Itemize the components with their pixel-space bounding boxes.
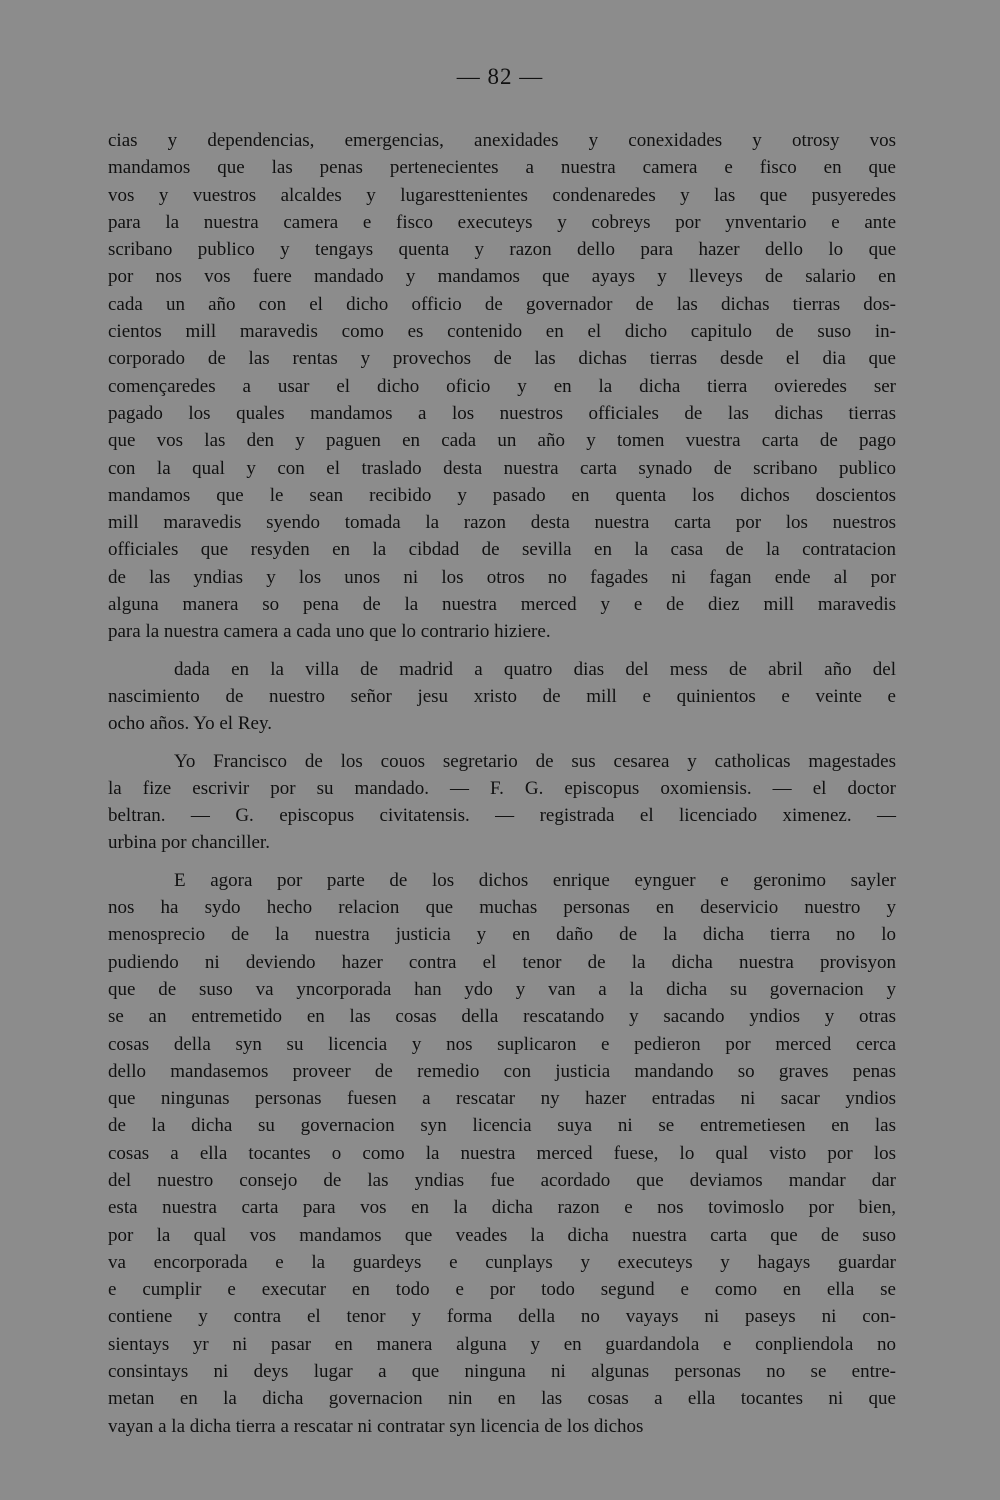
text-line: de las yndias y los unos ni los otros no fagades ni fagan ende al por [108,566,896,588]
text-line: nascimiento de nuestro señor jesu xristo de mill e quinientos e veinte e [108,685,896,707]
text-line: mandamos que le sean recibido y pasado en quenta los dichos doscientos [108,484,896,506]
text-line: la fize escrivir por su mandado. — F. G. episcopus oxomiensis. — el doctor [108,777,896,799]
text-line: començaredes a usar el dicho oficio y en la dicha tierra ovieredes ser [108,375,896,397]
text-line: sientays yr ni pasar en manera alguna y en guardandola e conpliendola no [108,1333,896,1355]
text-line: nos ha sydo hecho relacion que muchas personas en deservicio nuestro y [108,897,896,919]
paragraph [108,867,896,1440]
text-line: para la nuestra camera e fisco executeys y cobreys por ynventario e ante [108,211,896,233]
paragraph-gap [108,857,896,867]
text-line: beltran. — G. episcopus civitatensis. — registrada el licenciado ximenez. — [108,805,896,827]
text-line: metan en la dicha governacion nin en las cosas a ella tocantes ni que [108,1388,896,1410]
text-line: E agora por parte de los dichos enrique eynguer e geronimo sayler [174,869,896,891]
text-line: urbina por chanciller. [108,832,270,854]
text-line: ocho años. Yo el Rey. [108,713,272,735]
text-line: consintays ni deys lugar a que ninguna ni algunas personas no se entre- [108,1361,896,1383]
text-line: scribano publico y tengays quenta y razon dello para hazer dello lo que [108,239,896,261]
text-line: mandamos que las penas pertenecientes a nuestra camera e fisco en que [108,157,896,179]
text-line: corporado de las rentas y provechos de las dichas tierras desde el dia que [108,348,896,370]
text-line: con la qual y con el traslado desta nuestra carta synado de scribano publico [108,457,896,479]
paragraph [108,127,896,646]
text-line: vayan a la dicha tierra a rescatar ni contratar syn licencia de los dichos [108,1415,644,1437]
text-line: que ningunas personas fuesen a rescatar ny hazer entradas ni sacar yndios [108,1088,896,1110]
text-line: mill maravedis syendo tomada la razon desta nuestra carta por los nuestros [108,512,896,534]
text-line: para la nuestra camera a cada uno que lo contrario hiziere. [108,621,551,643]
text-line: vos y vuestros alcaldes y lugaresttenientes condenaredes y las que pusyeredes [108,184,896,206]
text-line: officiales que resyden en la cibdad de sevilla en la casa de la contratacion [108,539,896,561]
text-line: esta nuestra carta para vos en la dicha razon e nos tovimoslo por bien, [108,1197,896,1219]
text-line: por nos vos fuere mandado y mandamos que ayays y lleveys de salario en [108,266,896,288]
text-line: pagado los quales mandamos a los nuestros officiales de las dichas tierras [108,402,896,424]
text-line: pudiendo ni deviendo hazer contra el tenor de la dicha nuestra provisyon [108,951,896,973]
text-line: que de suso va yncorporada han ydo y van a la dicha su governacion y [108,978,896,1000]
text-line: dello mandasemos proveer de remedio con justicia mandando so graves penas [108,1060,896,1082]
paragraph [108,748,896,857]
text-line: se an entremetido en las cosas della rescatando y sacando yndios y otras [108,1006,896,1028]
text-line: cosas della syn su licencia y nos suplicaron e pedieron por merced cerca [108,1033,896,1055]
text-line: de la dicha su governacion syn licencia suya ni se entremetiesen en las [108,1115,896,1137]
paragraph-gap [108,738,896,748]
text-line: Yo Francisco de los couos segretario de sus cesarea y catholicas magestades [174,750,896,772]
text-line: por la qual vos mandamos que veades la dicha nuestra carta que de suso [108,1224,896,1246]
text-line: e cumplir e executar en todo e por todo segund e como en ella se [108,1279,896,1301]
text-line: dada en la villa de madrid a quatro dias del mess de abril año del [174,658,896,680]
text-line: va encorporada e la guardeys e cunplays y executeys y hagays guardar [108,1251,896,1273]
text-line: cada un año con el dicho officio de governador de las dichas tierras dos- [108,293,896,315]
paragraph [108,656,896,738]
text-line: cosas a ella tocantes o como la nuestra merced fuese, lo qual visto por los [108,1142,896,1164]
body-text [108,127,896,1440]
page-number: — 82 — [456,64,544,89]
text-line: cientos mill maravedis como es contenido en el dicho capitulo de suso in- [108,321,896,343]
text-line: alguna manera so pena de la nuestra merced y e de diez mill maravedis [108,594,896,616]
text-line: cias y dependencias, emergencias, anexidades y conexidades y otrosy vos [108,130,896,151]
text-line: que vos las den y paguen en cada un año y tomen vuestra carta de pago [108,430,896,452]
text-line: del nuestro consejo de las yndias fue acordado que deviamos mandar dar [108,1169,896,1191]
text-line: menosprecio de la nuestra justicia y en daño de la dicha tierra no lo [108,924,896,946]
text-line: contiene y contra el tenor y forma della no vayays ni paseys ni con- [108,1306,896,1328]
paragraph-gap [108,646,896,656]
